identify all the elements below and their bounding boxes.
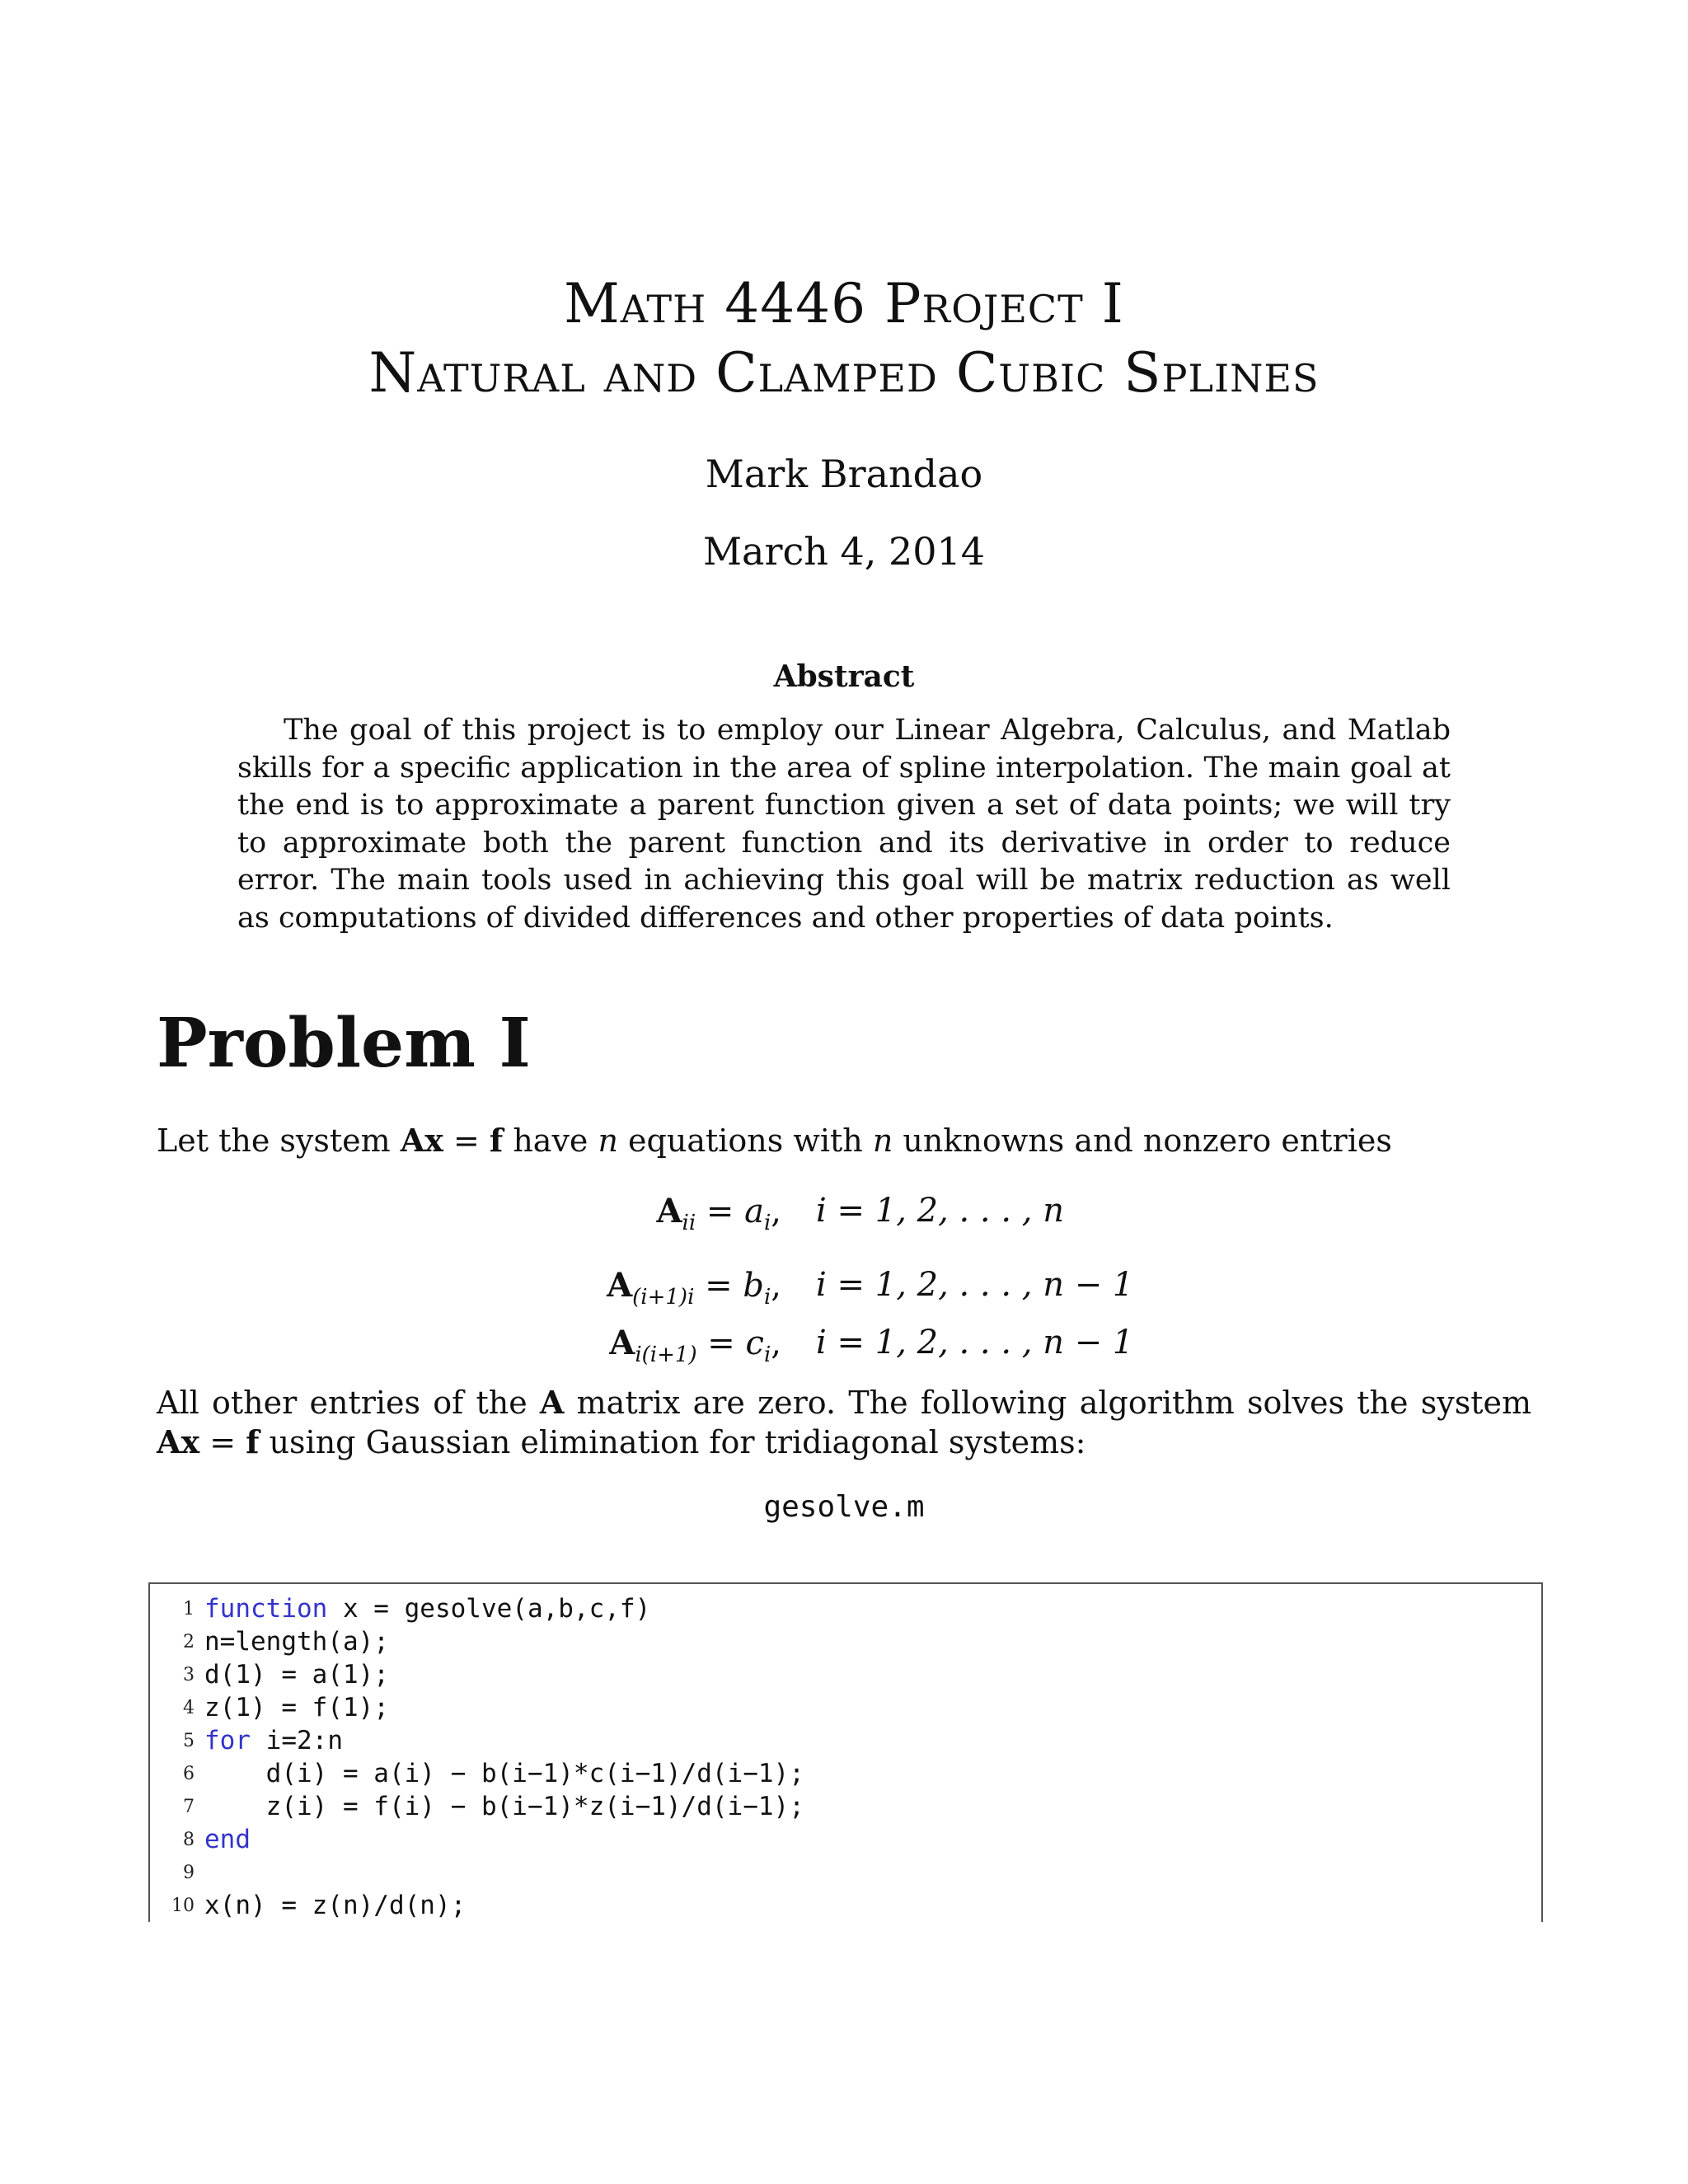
line-number: 9	[183, 1863, 195, 1883]
abstract-heading: Abstract	[773, 659, 915, 694]
code-text: x(n) = z(n)/d(n);	[204, 1891, 467, 1920]
intro-text: equations with	[617, 1122, 873, 1159]
code-line	[150, 1792, 1541, 1825]
line-number: 1	[183, 1599, 195, 1619]
code-keyword: function	[204, 1594, 328, 1624]
n-symbol: n	[872, 1122, 893, 1159]
ax-symbol: Ax	[400, 1122, 443, 1159]
code-text: n=length(a);	[204, 1627, 389, 1657]
line-number: 10	[171, 1896, 195, 1916]
date: March 4, 2014	[702, 529, 986, 574]
algorithm-paragraph	[157, 1383, 1531, 1462]
matrix-symbol: A	[609, 1324, 635, 1362]
code-line	[150, 1891, 1541, 1924]
f-symbol: f	[246, 1423, 260, 1460]
line-number: 7	[183, 1797, 195, 1817]
rhs-variable: b	[743, 1267, 764, 1305]
intro-text: unknowns and nonzero entries	[893, 1122, 1392, 1159]
code-line	[150, 1594, 1541, 1627]
document-title-line1: Math 4446 Project I	[564, 272, 1124, 335]
intro-text: Let the system	[157, 1122, 401, 1159]
code-line	[150, 1759, 1541, 1792]
rhs-subscript: i	[763, 1285, 771, 1310]
equals-sign: =	[443, 1122, 490, 1159]
rhs-variable: a	[744, 1193, 764, 1230]
intro-text: have	[503, 1122, 598, 1159]
abstract-body: The goal of this project is to employ our Linear Algebra, Calculus, and Matlab skills for a specific application in the area of spline interpolation. The main goal at the end is to approximate a parent function given a set of data points; we will try to approximate both the parent function and its derivative in order to reduce error. The main tools used in achieving this goal will be matrix reduction as well as computations of divided differences and other properties of data points.	[237, 714, 1451, 935]
document-title-line2: Natural and Clamped Cubic Splines	[368, 341, 1320, 405]
code-text: z(1) = f(1);	[204, 1693, 389, 1722]
code-text: d(i) = a(i) − b(i−1)*c(i−1)/d(i−1);	[204, 1759, 804, 1788]
intro-paragraph	[157, 1121, 1531, 1160]
line-number: 4	[183, 1698, 195, 1718]
matrix-symbol: A	[656, 1192, 682, 1230]
rhs-variable: c	[745, 1324, 764, 1362]
n-symbol: n	[598, 1122, 618, 1159]
code-line	[150, 1693, 1541, 1726]
line-number: 8	[183, 1830, 195, 1850]
index-subscript: i(i+1)	[635, 1343, 697, 1367]
rhs-subscript: i	[763, 1211, 771, 1235]
paragraph-text: All other entries of the	[157, 1385, 540, 1421]
index-range: i = 1, 2, . . . , n − 1	[816, 1266, 1134, 1304]
code-listing	[148, 1582, 1543, 1922]
code-line	[150, 1627, 1541, 1660]
line-number: 6	[183, 1764, 195, 1784]
f-symbol: f	[489, 1122, 504, 1159]
code-line	[150, 1660, 1541, 1693]
code-text: d(1) = a(1);	[204, 1660, 389, 1690]
index-range: i = 1, 2, . . . , n − 1	[816, 1324, 1134, 1361]
line-number: 5	[183, 1731, 195, 1751]
equals-sign: =	[199, 1424, 246, 1460]
rhs-subscript: i	[763, 1343, 771, 1367]
index-range: i = 1, 2, . . . , n	[816, 1192, 1064, 1230]
section-heading: Problem I	[157, 1004, 531, 1083]
code-keyword: end	[204, 1825, 251, 1854]
index-subscript: (i+1)i	[632, 1285, 695, 1310]
line-number: 3	[183, 1665, 195, 1685]
code-text: x = gesolve(a,b,c,f)	[327, 1594, 651, 1624]
code-line	[150, 1726, 1541, 1759]
code-text: z(i) = f(i) − b(i−1)*z(i−1)/d(i−1);	[204, 1792, 804, 1821]
line-number: 2	[183, 1632, 195, 1652]
code-caption: gesolve.m	[763, 1490, 925, 1524]
matrix-symbol: A	[607, 1266, 633, 1305]
author: Mark Brandao	[705, 452, 983, 496]
paragraph-text: using Gaussian elimination for tridiagonal systems:	[259, 1424, 1086, 1460]
code-line	[150, 1858, 1541, 1891]
code-text: i=2:n	[251, 1726, 343, 1755]
a-symbol: A	[539, 1384, 565, 1421]
code-keyword: for	[204, 1726, 251, 1755]
code-line	[150, 1825, 1541, 1858]
ax-symbol: Ax	[157, 1423, 200, 1460]
index-subscript: ii	[682, 1211, 696, 1235]
paragraph-text: matrix are zero. The following algorithm solves the system	[564, 1385, 1531, 1421]
